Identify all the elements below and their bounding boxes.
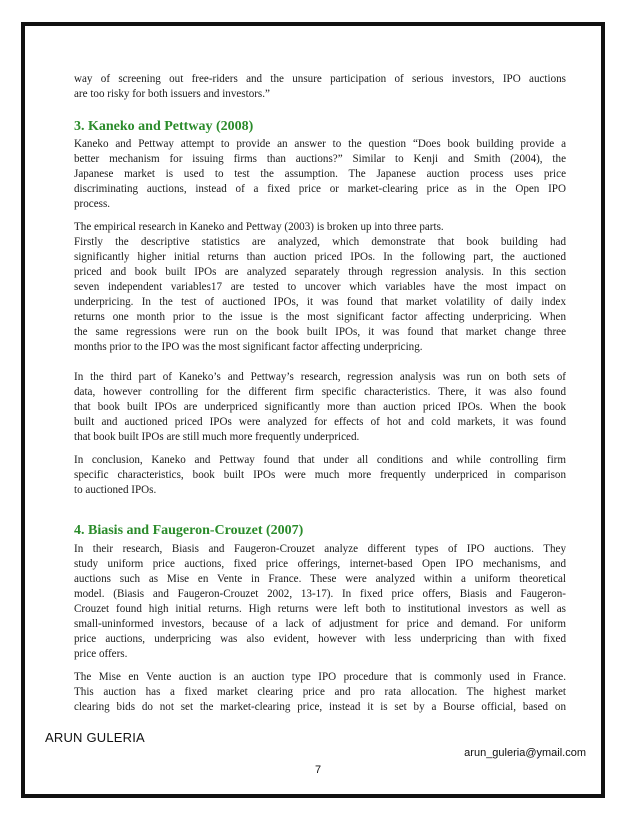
text-line: priced and book built IPOs are analyzed separately through regression analysis. In this section bbox=[74, 266, 566, 278]
text-line: clearing bids do not set the market-clearing price, instead it is set by a Bourse official, based on bbox=[74, 701, 566, 713]
text-line: Japanese market is used to test the assumption. The Japanese auction process uses price bbox=[74, 168, 566, 180]
section-heading-biasis-faugeron-crouzet: 4. Biasis and Faugeron-Crouzet (2007) bbox=[74, 523, 304, 538]
page-number: 7 bbox=[315, 764, 322, 776]
section-heading-kaneko-pettway: 3. Kaneko and Pettway (2008) bbox=[74, 119, 254, 134]
text-line: In conclusion, Kaneko and Pettway found that under all conditions and while controlling firm bbox=[74, 454, 566, 466]
text-line: months prior to the IPO was the most significant factor affecting underpricing. bbox=[74, 341, 423, 353]
text-line: that book built IPOs are still much more frequently underpriced. bbox=[74, 431, 360, 443]
text-line: process. bbox=[74, 198, 111, 210]
text-line: model. (Biasis and Faugeron-Crouzet 2002, 13-17). In fixed price offers, Biasis and Faugeron- bbox=[74, 588, 566, 600]
text-line: built and auctioned priced IPOs were analyzed for effects of hot and cold markets, it was found bbox=[74, 416, 566, 428]
text-line: specific characteristics, book built IPOs were much more frequently underpriced in comparison bbox=[74, 469, 566, 481]
text-line: data, however controlling for the different firm specific characteristics. There, it was also found bbox=[74, 386, 566, 398]
text-line: that book built IPOs are underpriced significantly more than auction priced IPOs. When the book bbox=[74, 401, 566, 413]
text-line: The empirical research in Kaneko and Pettway (2003) is broken up into three parts. bbox=[74, 221, 444, 233]
text-line: discriminating auctions, instead of a fixed price or market-clearing price as in the Open IPO bbox=[74, 183, 566, 195]
footer-author: ARUN GULERIA bbox=[45, 730, 145, 745]
text-line: study uniform price auctions, fixed price offerings, internet-based Open IPO mechanisms, and bbox=[74, 558, 566, 570]
text-line: better mechanism for issuing firms than auctions?” Similar to Kenji and Smith (2004), the bbox=[74, 153, 566, 165]
text-line: Crouzet found high initial returns. High returns were left both to institutional investors as well as bbox=[74, 603, 566, 615]
text-line: price auctions, underpricing was also evident, however with less underpricing than with fixed bbox=[74, 633, 566, 645]
text-line: returns one month prior to the issue is the most significant factor affecting underpricing. When bbox=[74, 311, 566, 323]
text-line: significantly higher initial returns than auction priced IPOs. In the following part, the auctioned bbox=[74, 251, 566, 263]
text-line: seven independent variables17 are tested to uncover which variables have the most impact on bbox=[74, 281, 566, 293]
text-line: The Mise en Vente auction is an auction type IPO procedure that is commonly used in France. bbox=[74, 671, 566, 683]
text-line: way of screening out free-riders and the unsure participation of serious investors, IPO auctions bbox=[74, 73, 566, 85]
text-line: Firstly the descriptive statistics are analyzed, which demonstrate that book building had bbox=[74, 236, 566, 248]
text-line: are too risky for both issuers and investors.” bbox=[74, 88, 270, 100]
text-line: Kaneko and Pettway attempt to provide an answer to the question “Does book building provide a bbox=[74, 138, 566, 150]
text-line: price offers. bbox=[74, 648, 128, 660]
text-line: In the third part of Kaneko’s and Pettway’s research, regression analysis was run on both sets of bbox=[74, 371, 566, 383]
text-line: to auctioned IPOs. bbox=[74, 484, 157, 496]
text-line: the same regressions were run on the book built IPOs, it was found that market change three bbox=[74, 326, 566, 338]
footer-email: arun_guleria@ymail.com bbox=[464, 747, 586, 759]
text-line: underpricing. In the test of auctioned IPOs, it was found that market volatility of daily index bbox=[74, 296, 566, 308]
text-line: auctions such as Mise en Vente in France. These were analyzed within a uniform theoretical bbox=[74, 573, 566, 585]
text-line: This auction has a fixed market clearing price and pro rata allocation. The highest market bbox=[74, 686, 566, 698]
text-line: small-uninformed investors, because of a lack of adjustment for price and demand. For uniform bbox=[74, 618, 566, 630]
text-line: In their research, Biasis and Faugeron-Crouzet analyze different types of IPO auctions. They bbox=[74, 543, 566, 555]
